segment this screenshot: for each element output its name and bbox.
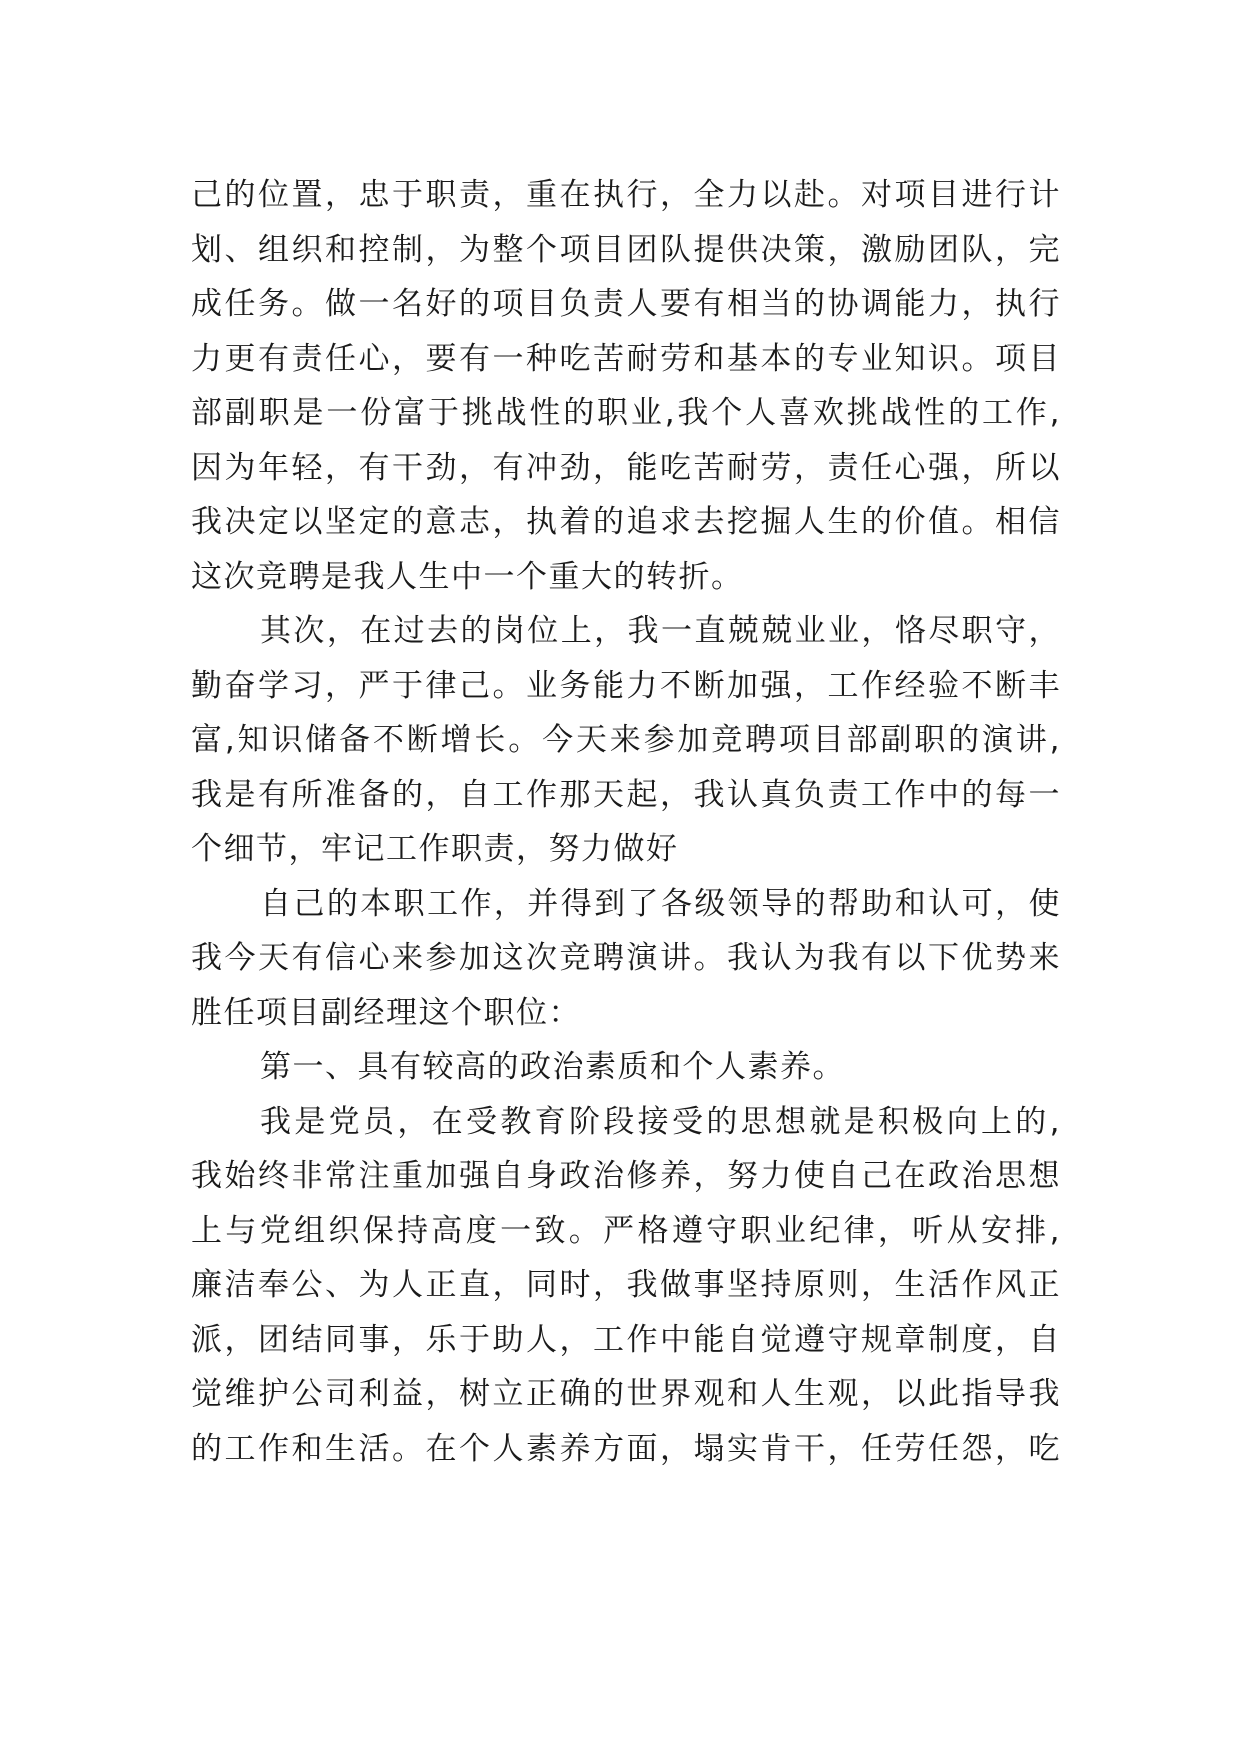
paragraph [191, 168, 1061, 604]
text-line: 己的位置，忠于职责，重在执行，全力以赴。对项目进行计 [191, 177, 1061, 213]
text-line: 廉洁奉公、为人正直，同时，我做事坚持原则，生活作风正 [191, 1267, 1061, 1303]
text-line: 自己的本职工作，并得到了各级领导的帮助和认可，使 [260, 885, 1061, 922]
text-line: 胜任项目副经理这个职位： [191, 994, 581, 1031]
text-line: 派，团结同事，乐于助人，工作中能自觉遵守规章制度，自 [191, 1321, 1061, 1358]
text-line: 成任务。做一名好的项目负责人要有相当的协调能力，执行 [191, 286, 1061, 322]
text-line: 个细节，牢记工作职责，努力做好 [191, 831, 679, 867]
text-line: 的工作和生活。在个人素养方面，塌实肯干，任劳任怨，吃 [191, 1430, 1061, 1467]
text-line: 勤奋学习，严于律己。业务能力不断加强，工作经验不断丰 [191, 667, 1061, 704]
text-line: 划、组织和控制，为整个项目团队提供决策，激励团队，完 [191, 231, 1061, 268]
text-line: 我是有所准备的，自工作那天起，我认真负责工作中的每一 [191, 776, 1061, 813]
text-line: 我今天有信心来参加这次竞聘演讲。我认为我有以下优势来 [191, 940, 1061, 976]
text-line: 我决定以坚定的意志，执着的追求去挖掘人生的价值。相信 [191, 504, 1061, 540]
body-text [191, 168, 1061, 1476]
text-line: 这次竞聘是我人生中一个重大的转折。 [191, 558, 744, 595]
text-line: 其次，在过去的岗位上，我一直兢兢业业，恪尽职守， [260, 613, 1061, 649]
paragraph [191, 877, 1061, 1041]
text-line: 因为年轻，有干劲，有冲劲，能吃苦耐劳，责任心强，所以 [191, 449, 1061, 486]
paragraph [191, 1095, 1061, 1477]
text-line: 力更有责任心，要有一种吃苦耐劳和基本的专业知识。项目 [191, 340, 1061, 377]
text-line: 觉维护公司利益，树立正确的世界观和人生观，以此指导我 [191, 1376, 1061, 1412]
text-line: 部副职是一份富于挑战性的职业,我个人喜欢挑战性的工作, [191, 395, 1061, 431]
paragraph [191, 604, 1061, 877]
text-line: 上与党组织保持高度一致。严格遵守职业纪律，听从安排, [191, 1212, 1061, 1249]
text-line: 我是党员，在受教育阶段接受的思想就是积极向上的, [260, 1103, 1061, 1140]
paragraph [191, 1040, 1061, 1095]
text-line: 我始终非常注重加强自身政治修养，努力使自己在政治思想 [191, 1158, 1061, 1194]
text-line: 富,知识储备不断增长。今天来参加竞聘项目部副职的演讲, [191, 722, 1061, 758]
section-heading: 第一、具有较高的政治素质和个人素养。 [260, 1049, 845, 1085]
